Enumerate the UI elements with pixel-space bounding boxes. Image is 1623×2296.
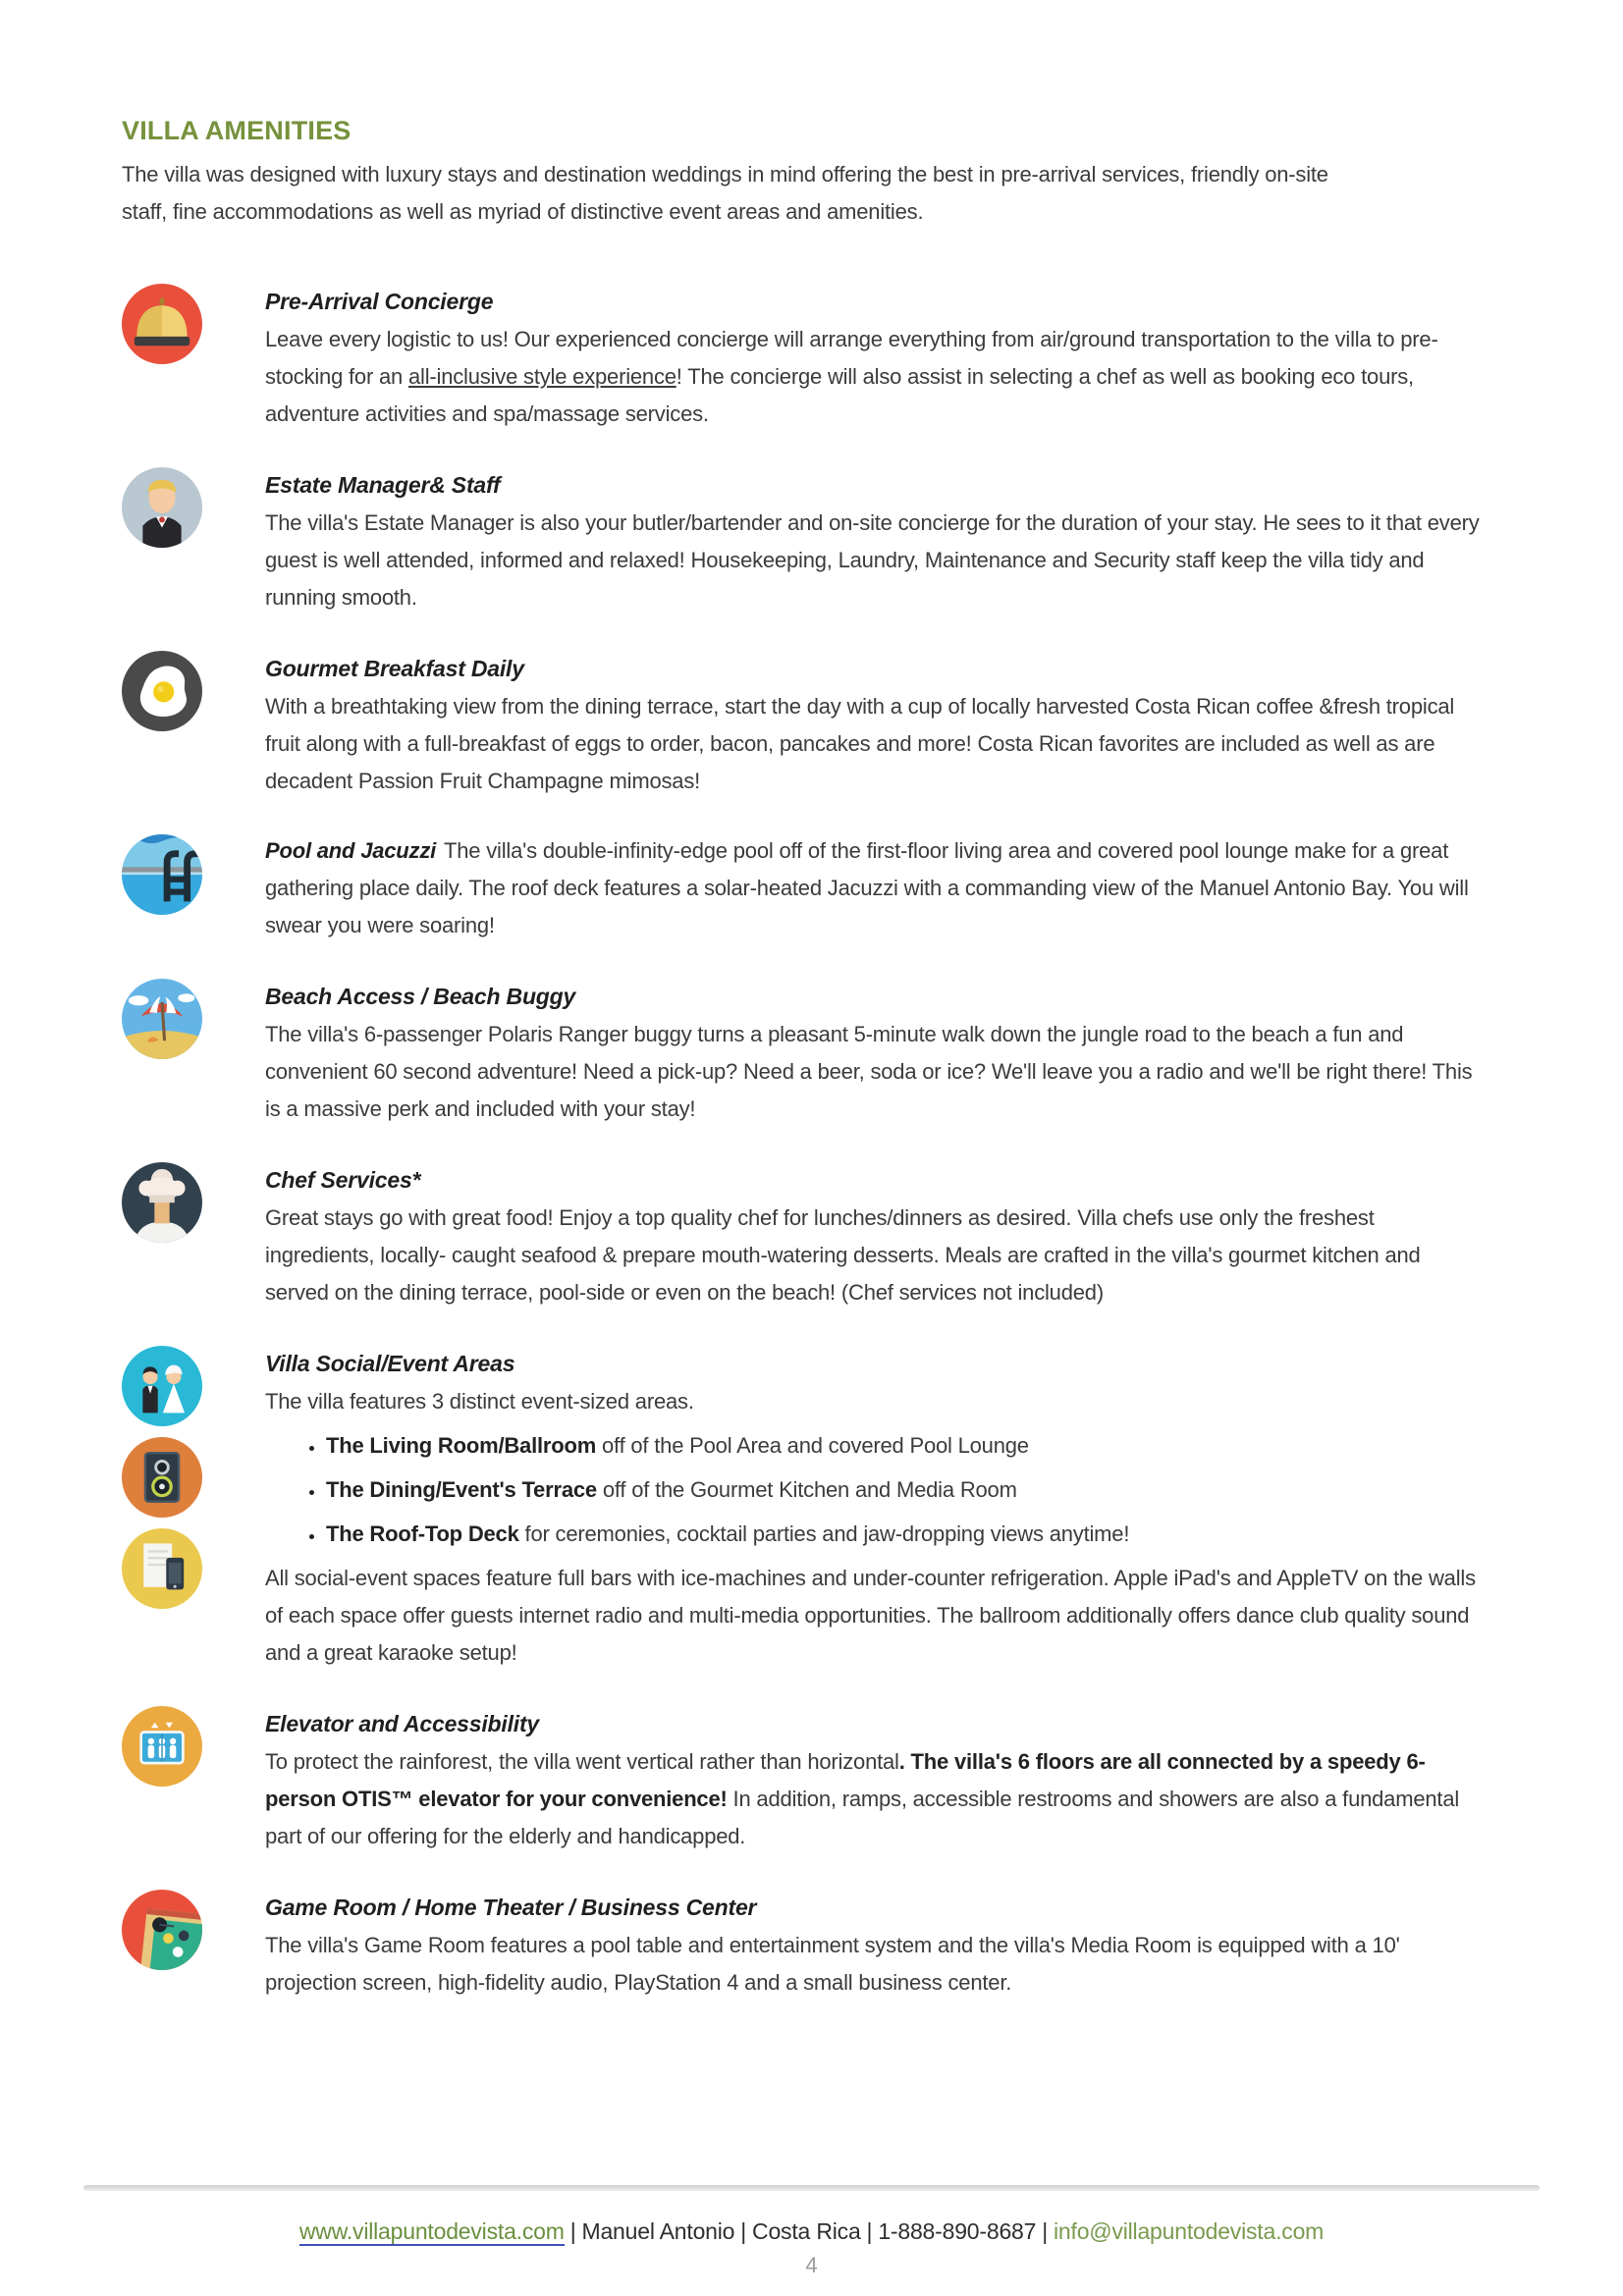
footer-location: Manuel Antonio xyxy=(581,2218,735,2244)
section-body: The villa's 6-passenger Polaris Ranger buggy turns a pleasant 5-minute walk down the jungle road to the beach a fun and convenient 60 second adventure! Need a pick-up? Need a beer, soda or ice? We'll leave you a radio and we'll be right there! This is a massive perk and included with your stay! xyxy=(265,1022,1473,1121)
elevator-icon xyxy=(122,1706,202,1787)
chef-icon xyxy=(122,1162,202,1243)
fried-egg-icon xyxy=(122,651,202,731)
list-item: • The Living Room/Ballroom off of the Pool Area and covered Pool Lounge xyxy=(326,1427,1488,1465)
pool-table-icon xyxy=(122,1890,202,1970)
section-body: To protect the rainforest, the villa went vertical rather than horizontal. The villa's 6 floors are all connected by a speedy 6-person OTIS™ elevator for your convenience! In addition, ramps, accessible restrooms and showers are also a fundamental part of our offering for the elderly and handicapped. xyxy=(265,1749,1460,1848)
pool-ladder-icon xyxy=(122,834,202,915)
section-beach-access-buggy xyxy=(122,977,1502,1128)
section-body: Pool and Jacuzzi The villa's double-infinity-edge pool off of the first-floor living area and covered pool lounge make for a great gathering place daily. The roof deck features a solar-heated Jacuzzi with a commanding view of the Manuel Antonio Bay. You will swear you were soaring! xyxy=(265,838,1469,937)
bold-text: . The villa's 6 floors are all connected by a speedy 6-person OTIS™ elevator for your convenience! xyxy=(265,1749,1426,1811)
page-number: 4 xyxy=(805,2253,818,2277)
section-body: Great stays go with great food! Enjoy a top quality chef for lunches/dinners as desired. Villa chefs use only the freshest ingredients, locally- caught seafood & prepare mouth-watering desserts. Meals are crafted in the villa's gourmet kitchen and served on the dining terrace, pool-side or even on the beach! (Chef services not included) xyxy=(265,1205,1421,1305)
section-heading: Chef Services* xyxy=(265,1167,421,1193)
section-heading: Elevator and Accessibility xyxy=(265,1711,540,1736)
butler-icon xyxy=(122,467,202,548)
section-heading: Estate Manager& Staff xyxy=(265,472,501,498)
section-heading: Gourmet Breakfast Daily xyxy=(265,656,524,681)
section-pre-arrival-concierge xyxy=(122,282,1502,433)
service-bell-icon xyxy=(122,284,202,364)
list-item: • The Roof-Top Deck for ceremonies, cocktail parties and jaw-dropping views anytime! xyxy=(326,1516,1488,1553)
website-link[interactable]: www.villapuntodevista.com xyxy=(298,2218,565,2244)
underlined-text: all-inclusive style experience xyxy=(408,364,676,389)
footer-phone: 1-888-890-8687 xyxy=(878,2218,1037,2244)
section-body: With a breathtaking view from the dining terrace, start the day with a cup of locally harvested Costa Rican coffee &fresh tropical fruit along with a full-breakfast of eggs to order, bacon, pancakes and more! Costa Rican favorites are included as well as are decadent Passion Fruit Champagne mimosas! xyxy=(265,694,1455,793)
section-pool-jacuzzi xyxy=(122,832,1502,944)
list-item: • The Dining/Event's Terrace off of the Gourmet Kitchen and Media Room xyxy=(326,1471,1488,1509)
section-heading: Villa Social/Event Areas xyxy=(265,1351,515,1376)
section-estate-manager-staff xyxy=(122,465,1502,616)
event-areas-list xyxy=(265,1427,1488,1553)
section-body: The villa's Estate Manager is also your butler/bartender and on-site concierge for the duration of your stay. He sees to it that every guest is well attended, informed and relaxed! Housekeeping, Laundry, Maintenance and Security staff keep the villa tidy and running smooth. xyxy=(265,510,1480,610)
section-heading: Game Room / Home Theater / Business Center xyxy=(265,1895,757,1920)
section-body: Leave every logistic to us! Our experienced concierge will arrange everything from air/ground transportation to the villa to pre-stocking for an all-inclusive style experience! The concierge will also assist in selecting a chef as well as booking eco tours, adventure activities and spa/massage services. xyxy=(265,327,1438,426)
inline-section-heading: Pool and Jacuzzi xyxy=(265,838,442,863)
section-lead: The villa features 3 distinct event-sized areas. xyxy=(265,1389,694,1414)
footer-country: Costa Rica xyxy=(752,2218,861,2244)
section-heading: Pre-Arrival Concierge xyxy=(265,289,494,314)
section-villa-social-event-areas xyxy=(122,1344,1502,1672)
tablet-phone-icon xyxy=(122,1528,202,1609)
beach-umbrella-icon xyxy=(122,979,202,1059)
section-game-room-home-theater xyxy=(122,1888,1502,2002)
wedding-couple-icon xyxy=(122,1346,202,1426)
footer-divider xyxy=(83,2185,1540,2191)
speaker-icon xyxy=(122,1437,202,1518)
intro-paragraph: The villa was designed with luxury stays and destination weddings in mind offering the best in pre-arrival services, friendly on-site staff, fine accommodations as well as myriad of distinctive event areas and amenities. xyxy=(122,162,1328,224)
section-body: All social-event spaces feature full bars with ice-machines and under-counter refrigeration. Apple iPad's and AppleTV on the walls of each space offer guests internet radio and multi-media opportunities. The ballroom additionally offers dance club quality sound and a great karaoke setup! xyxy=(265,1566,1476,1665)
section-gourmet-breakfast xyxy=(122,649,1502,800)
footer-contact-line: www.villapuntodevista.com | Manuel Antonio | Costa Rica | 1-888-890-8687 | info@villapuntodevista.com xyxy=(298,2218,1325,2244)
footer xyxy=(83,2185,1540,2278)
section-elevator-accessibility xyxy=(122,1704,1502,1855)
section-body: The villa's Game Room features a pool table and entertainment system and the villa's Media Room is equipped with a 10' projection screen, high-fidelity audio, PlayStation 4 and a small business center. xyxy=(265,1933,1400,1995)
section-heading: Beach Access / Beach Buggy xyxy=(265,984,576,1009)
page-title: VILLA AMENITIES xyxy=(122,116,352,145)
section-chef-services xyxy=(122,1160,1502,1311)
email-link[interactable]: info@villapuntodevista.com xyxy=(1054,2218,1325,2244)
